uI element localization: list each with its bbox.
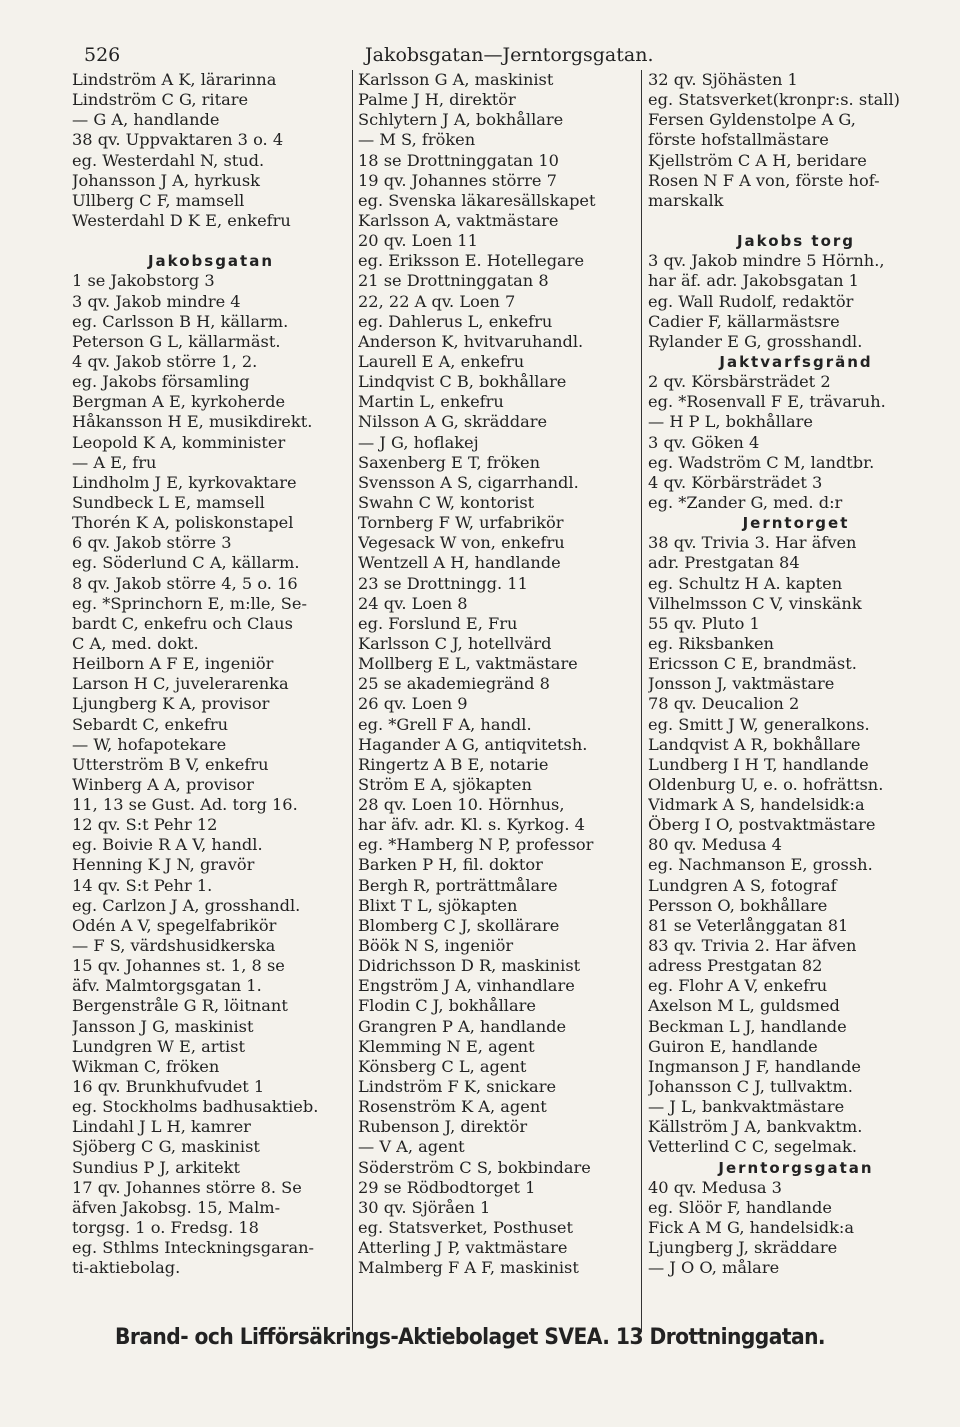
resident-entry: Vetterlind C C, segelmak.	[648, 1137, 857, 1157]
resident-entry: Ström E A, sjökapten	[358, 774, 532, 794]
address-entry: 19 qv. Johannes större 7	[358, 170, 557, 190]
resident-entry: Ingmanson J F, handlande	[648, 1056, 861, 1076]
address-entry: 30 qv. Sjöråen 1	[358, 1197, 491, 1217]
resident-entry: Bergh R, porträttmålare	[358, 875, 558, 895]
resident-entry: Källström J A, bankvaktm.	[648, 1117, 863, 1137]
resident-entry: Vidmark A S, handelsidk:a	[648, 795, 865, 815]
address-entry: 3 qv. Jakob mindre 4	[72, 291, 241, 311]
resident-entry: — J L, bankvaktmästare	[648, 1097, 845, 1117]
resident-entry: Blixt T L, sjökapten	[358, 895, 518, 915]
resident-entry: eg. *Hamberg N P, professor	[358, 835, 594, 855]
resident-entry: Fick A M G, handelsidk:a	[648, 1218, 855, 1238]
directory-column-1	[72, 70, 350, 1278]
resident-entry: eg. Nachmanson E, grossh.	[648, 855, 873, 875]
resident-entry: Lundgren W E, artist	[72, 1036, 245, 1056]
resident-entry: Vilhelmsson C V, vinskänk	[648, 593, 862, 613]
directory-column-2	[358, 70, 638, 1278]
resident-entry: har äfv. adr. Kl. s. Kyrkog. 4	[358, 815, 585, 835]
resident-entry: marskalk	[648, 190, 724, 210]
address-entry: 80 qv. Medusa 4	[648, 835, 782, 855]
resident-entry: torgsg. 1 o. Fredsg. 18	[72, 1218, 259, 1238]
column-divider	[641, 70, 642, 1332]
resident-entry: Blomberg C J, skollärare	[358, 915, 560, 935]
address-entry: 21 se Drottninggatan 8	[358, 271, 549, 291]
resident-entry: äfven Jakobsg. 15, Malm-	[72, 1197, 281, 1217]
address-entry: 29 se Rödbodtorget 1	[358, 1177, 536, 1197]
resident-entry: Palme J H, direktör	[358, 90, 516, 110]
section-heading: Jerntorgsgatan	[718, 1158, 874, 1177]
address-entry: 38 qv. Trivia 3. Har äfven	[648, 533, 857, 553]
resident-entry: eg. Dahlerus L, enkefru	[358, 311, 553, 331]
resident-entry: — V A, agent	[358, 1137, 465, 1157]
resident-entry: Bergman A E, kyrkoherde	[72, 392, 286, 412]
advertisement-footer: Brand- och Lifförsäkrings-Aktiebolaget SVEA. 13 Drottninggatan.	[115, 1325, 826, 1350]
resident-entry: Oldenburg U, e. o. hofrättsn.	[648, 774, 884, 794]
section-heading: Jerntorget	[742, 514, 850, 533]
resident-entry: Ljungberg K A, provisor	[72, 694, 270, 714]
resident-entry: Karlsson G A, maskinist	[358, 70, 554, 89]
resident-entry: Lundberg I H T, handlande	[648, 754, 869, 774]
address-entry: 83 qv. Trivia 2. Har äfven	[648, 936, 857, 956]
resident-entry: Persson O, bokhållare	[648, 895, 828, 915]
page-header	[0, 44, 960, 72]
running-title: Jakobsgatan—Jerntorgsgatan.	[365, 44, 654, 66]
resident-entry: Saxenberg E T, fröken	[358, 452, 541, 472]
resident-entry: Landqvist A R, bokhållare	[648, 734, 861, 754]
address-entry: 78 qv. Deucalion 2	[648, 694, 800, 714]
resident-entry: eg. *Sprinchorn E, m:lle, Se-	[72, 593, 307, 613]
resident-entry: Henning K J N, gravör	[72, 855, 255, 875]
address-entry: 24 qv. Loen 8	[358, 593, 468, 613]
resident-entry: eg. Boivie R A V, handl.	[72, 835, 263, 855]
address-entry: 23 se Drottningg. 11	[358, 573, 528, 593]
resident-entry: Sundbeck L E, mamsell	[72, 492, 265, 512]
address-entry: 1 se Jakobstorg 3	[72, 271, 215, 291]
resident-entry: Ullberg C F, mamsell	[72, 190, 245, 210]
resident-entry: eg. Statsverket, Posthuset	[358, 1218, 573, 1238]
resident-entry: Rosenström K A, agent	[358, 1097, 547, 1117]
section-heading: Jakobsgatan	[147, 252, 275, 271]
directory-column-3	[648, 70, 944, 1278]
resident-entry: adr. Prestgatan 84	[648, 553, 800, 573]
address-entry: 3 qv. Jakob mindre 5 Hörnh.,	[648, 251, 885, 271]
resident-entry: eg. *Rosenvall F E, trävaruh.	[648, 392, 886, 412]
resident-entry: eg. Statsverket(kronpr:s. stall)	[648, 90, 900, 110]
resident-entry: eg. Sthlms Inteckningsgaran-	[72, 1238, 315, 1258]
resident-entry: eg. Smitt J W, generalkons.	[648, 714, 870, 734]
resident-entry: förste hofstallmästare	[648, 130, 829, 150]
resident-entry: Lindholm J E, kyrkovaktare	[72, 472, 297, 492]
resident-entry: Johansson J A, hyrkusk	[72, 170, 260, 190]
resident-entry: Ericsson C E, brandmäst.	[648, 654, 857, 674]
resident-entry: eg. Svenska läkaresällskapet	[358, 190, 596, 210]
resident-entry: Odén A V, spegelfabrikör	[72, 915, 277, 935]
resident-entry: Barken P H, fil. doktor	[358, 855, 543, 875]
resident-entry: Leopold K A, komminister	[72, 432, 286, 452]
resident-entry: Wikman C, fröken	[72, 1056, 220, 1076]
resident-entry: Lindström F K, snickare	[358, 1077, 557, 1097]
address-entry: 11, 13 se Gust. Ad. torg 16.	[72, 795, 298, 815]
address-entry: 2 qv. Körsbärsträdet 2	[648, 372, 831, 392]
address-entry: 22, 22 A qv. Loen 7	[358, 291, 516, 311]
resident-entry: Wentzell A H, handlande	[358, 553, 561, 573]
resident-entry: Jonsson J, vaktmästare	[648, 674, 835, 694]
resident-entry: bardt C, enkefru och Claus	[72, 613, 293, 633]
resident-entry: eg. Carlsson B H, källarm.	[72, 311, 289, 331]
resident-entry: Lindström C G, ritare	[72, 90, 249, 110]
resident-entry: Rubenson J, direktör	[358, 1117, 528, 1137]
address-entry: 40 qv. Medusa 3	[648, 1177, 782, 1197]
resident-entry: — M S, fröken	[358, 130, 476, 150]
resident-entry: Kjellström C A H, beridare	[648, 150, 867, 170]
resident-entry: — J G, hoflakej	[358, 432, 479, 452]
resident-entry: Engström J A, vinhandlare	[358, 976, 575, 996]
resident-entry: C A, med. dokt.	[72, 633, 199, 653]
address-entry: 17 qv. Johannes större 8. Se	[72, 1177, 302, 1197]
resident-entry: eg. Westerdahl N, stud.	[72, 150, 265, 170]
resident-entry: adress Prestgatan 82	[648, 956, 823, 976]
resident-entry: eg. Schultz H A. kapten	[648, 573, 843, 593]
column-divider	[352, 70, 353, 1332]
resident-entry: eg. Flohr A V, enkefru	[648, 976, 828, 996]
resident-entry: Utterström B V, enkefru	[72, 754, 269, 774]
address-entry: 8 qv. Jakob större 4, 5 o. 16	[72, 573, 298, 593]
resident-entry: Hagander A G, antiqvitetsh.	[358, 734, 588, 754]
resident-entry: Ljungberg J, skräddare	[648, 1238, 838, 1258]
resident-entry: eg. Söderlund C A, källarm.	[72, 553, 300, 573]
page-number: 526	[84, 44, 121, 66]
resident-entry: Bergenstråle G R, löitnant	[72, 996, 288, 1016]
section-heading: Jakobs torg	[736, 232, 856, 251]
resident-entry: eg. Forslund E, Fru	[358, 613, 518, 633]
resident-entry: Lindström A K, lärarinna	[72, 70, 277, 89]
resident-entry: Axelson M L, guldsmed	[648, 996, 840, 1016]
resident-entry: eg. *Grell F A, handl.	[358, 714, 532, 734]
address-entry: 38 qv. Uppvaktaren 3 o. 4	[72, 130, 284, 150]
address-entry: 12 qv. S:t Pehr 12	[72, 815, 218, 835]
resident-entry: Sjöberg C G, maskinist	[72, 1137, 260, 1157]
resident-entry: — G A, handlande	[72, 110, 220, 130]
resident-entry: eg. Wadström C M, landtbr.	[648, 452, 875, 472]
resident-entry: äfv. Malmtorgsgatan 1.	[72, 976, 262, 996]
resident-entry: Lindahl J L H, kamrer	[72, 1117, 251, 1137]
resident-entry: — A E, fru	[72, 452, 157, 472]
resident-entry: eg. Eriksson E. Hotellegare	[358, 251, 585, 271]
resident-entry: Swahn C W, kontorist	[358, 492, 535, 512]
resident-entry: Sebardt C, enkefru	[72, 714, 229, 734]
resident-entry: Svensson A S, cigarrhandl.	[358, 472, 579, 492]
resident-entry: Heilborn A F E, ingeniör	[72, 654, 274, 674]
address-entry: 4 qv. Jakob större 1, 2.	[72, 351, 258, 371]
resident-entry: Westerdahl D K E, enkefru	[72, 210, 291, 230]
resident-entry: — F S, värdshusidkerska	[72, 936, 276, 956]
address-entry: 25 se akademiegränd 8	[358, 674, 550, 694]
resident-entry: Ringertz A B E, notarie	[358, 754, 549, 774]
resident-entry: har äf. adr. Jakobsgatan 1	[648, 271, 859, 291]
resident-entry: Grangren P A, handlande	[358, 1016, 567, 1036]
resident-entry: Lindqvist C B, bokhållare	[358, 372, 567, 392]
resident-entry: eg. Wall Rudolf, redaktör	[648, 291, 854, 311]
resident-entry: eg. Stockholms badhusaktieb.	[72, 1097, 319, 1117]
resident-entry: Johansson C J, tullvaktm.	[648, 1077, 853, 1097]
resident-entry: Sundius P J, arkitekt	[72, 1157, 240, 1177]
resident-entry: Fersen Gyldenstolpe A G,	[648, 110, 856, 130]
section-heading: Jaktvarfsgränd	[719, 352, 873, 371]
resident-entry	[648, 211, 944, 231]
resident-entry	[72, 231, 350, 251]
address-entry: 55 qv. Pluto 1	[648, 613, 760, 633]
resident-entry: Klemming N E, agent	[358, 1036, 535, 1056]
resident-entry: Larson H C, juvelerarenka	[72, 674, 289, 694]
resident-entry: Håkansson H E, musikdirekt.	[72, 412, 313, 432]
resident-entry: Öberg I O, postvaktmästare	[648, 815, 876, 835]
resident-entry: Flodin C J, bokhållare	[358, 996, 536, 1016]
resident-entry: Beckman L J, handlande	[648, 1016, 847, 1036]
resident-entry: Nilsson A G, skräddare	[358, 412, 548, 432]
resident-entry: Böök N S, ingeniör	[358, 936, 514, 956]
address-entry: 18 se Drottninggatan 10	[358, 150, 559, 170]
resident-entry: Söderström C S, bokbindare	[358, 1157, 591, 1177]
address-entry: 26 qv. Loen 9	[358, 694, 468, 714]
resident-entry: Mollberg E L, vaktmästare	[358, 654, 578, 674]
resident-entry: Jansson J G, maskinist	[72, 1016, 254, 1036]
address-entry: 6 qv. Jakob större 3	[72, 533, 232, 553]
resident-entry: Didrichsson D R, maskinist	[358, 956, 581, 976]
address-entry: 81 se Veterlånggatan 81	[648, 915, 849, 935]
resident-entry: Rylander E G, grosshandl.	[648, 331, 863, 351]
address-entry: 32 qv. Sjöhästen 1	[648, 70, 798, 89]
address-entry: 3 qv. Göken 4	[648, 432, 760, 452]
resident-entry: Martin L, enkefru	[358, 392, 504, 412]
resident-entry: Tornberg F W, urfabrikör	[358, 513, 564, 533]
resident-entry: Vegesack W von, enkefru	[358, 533, 565, 553]
address-entry: 14 qv. S:t Pehr 1.	[72, 875, 213, 895]
address-entry: 28 qv. Loen 10. Hörnhus,	[358, 795, 565, 815]
resident-entry: Anderson K, hvitvaruhandl.	[358, 331, 584, 351]
resident-entry: Malmberg F A F, maskinist	[358, 1258, 579, 1278]
resident-entry: eg. Carlzon J A, grosshandl.	[72, 895, 301, 915]
address-entry: 15 qv. Johannes st. 1, 8 se	[72, 956, 285, 976]
resident-entry: ti-aktiebolag.	[72, 1258, 181, 1278]
resident-entry: Schlytern J A, bokhållare	[358, 110, 564, 130]
resident-entry: eg. Jakobs församling	[72, 372, 250, 392]
resident-entry: Karlsson C J, hotellvärd	[358, 633, 552, 653]
resident-entry: Laurell E A, enkefru	[358, 351, 525, 371]
address-entry: 16 qv. Brunkhufvudet 1	[72, 1077, 265, 1097]
resident-entry: Winberg A A, provisor	[72, 774, 254, 794]
resident-entry: Könsberg C L, agent	[358, 1056, 527, 1076]
resident-entry: Atterling J P, vaktmästare	[358, 1238, 568, 1258]
resident-entry: — J O O, målare	[648, 1258, 780, 1278]
resident-entry: Lundgren A S, fotograf	[648, 875, 837, 895]
resident-entry: eg. Slöör F, handlande	[648, 1197, 832, 1217]
resident-entry: Cadier F, källarmästsre	[648, 311, 840, 331]
resident-entry: — H P L, bokhållare	[648, 412, 813, 432]
resident-entry: Peterson G L, källarmäst.	[72, 331, 281, 351]
resident-entry: eg. *Zander G, med. d:r	[648, 492, 843, 512]
resident-entry: Thorén K A, poliskonstapel	[72, 513, 294, 533]
resident-entry: Karlsson A, vaktmästare	[358, 210, 559, 230]
resident-entry: — W, hofapotekare	[72, 734, 227, 754]
resident-entry: Rosen N F A von, förste hof-	[648, 170, 880, 190]
resident-entry: Guiron E, handlande	[648, 1036, 818, 1056]
address-entry: 4 qv. Körbärsträdet 3	[648, 472, 823, 492]
address-entry: 20 qv. Loen 11	[358, 231, 478, 251]
resident-entry: eg. Riksbanken	[648, 633, 774, 653]
